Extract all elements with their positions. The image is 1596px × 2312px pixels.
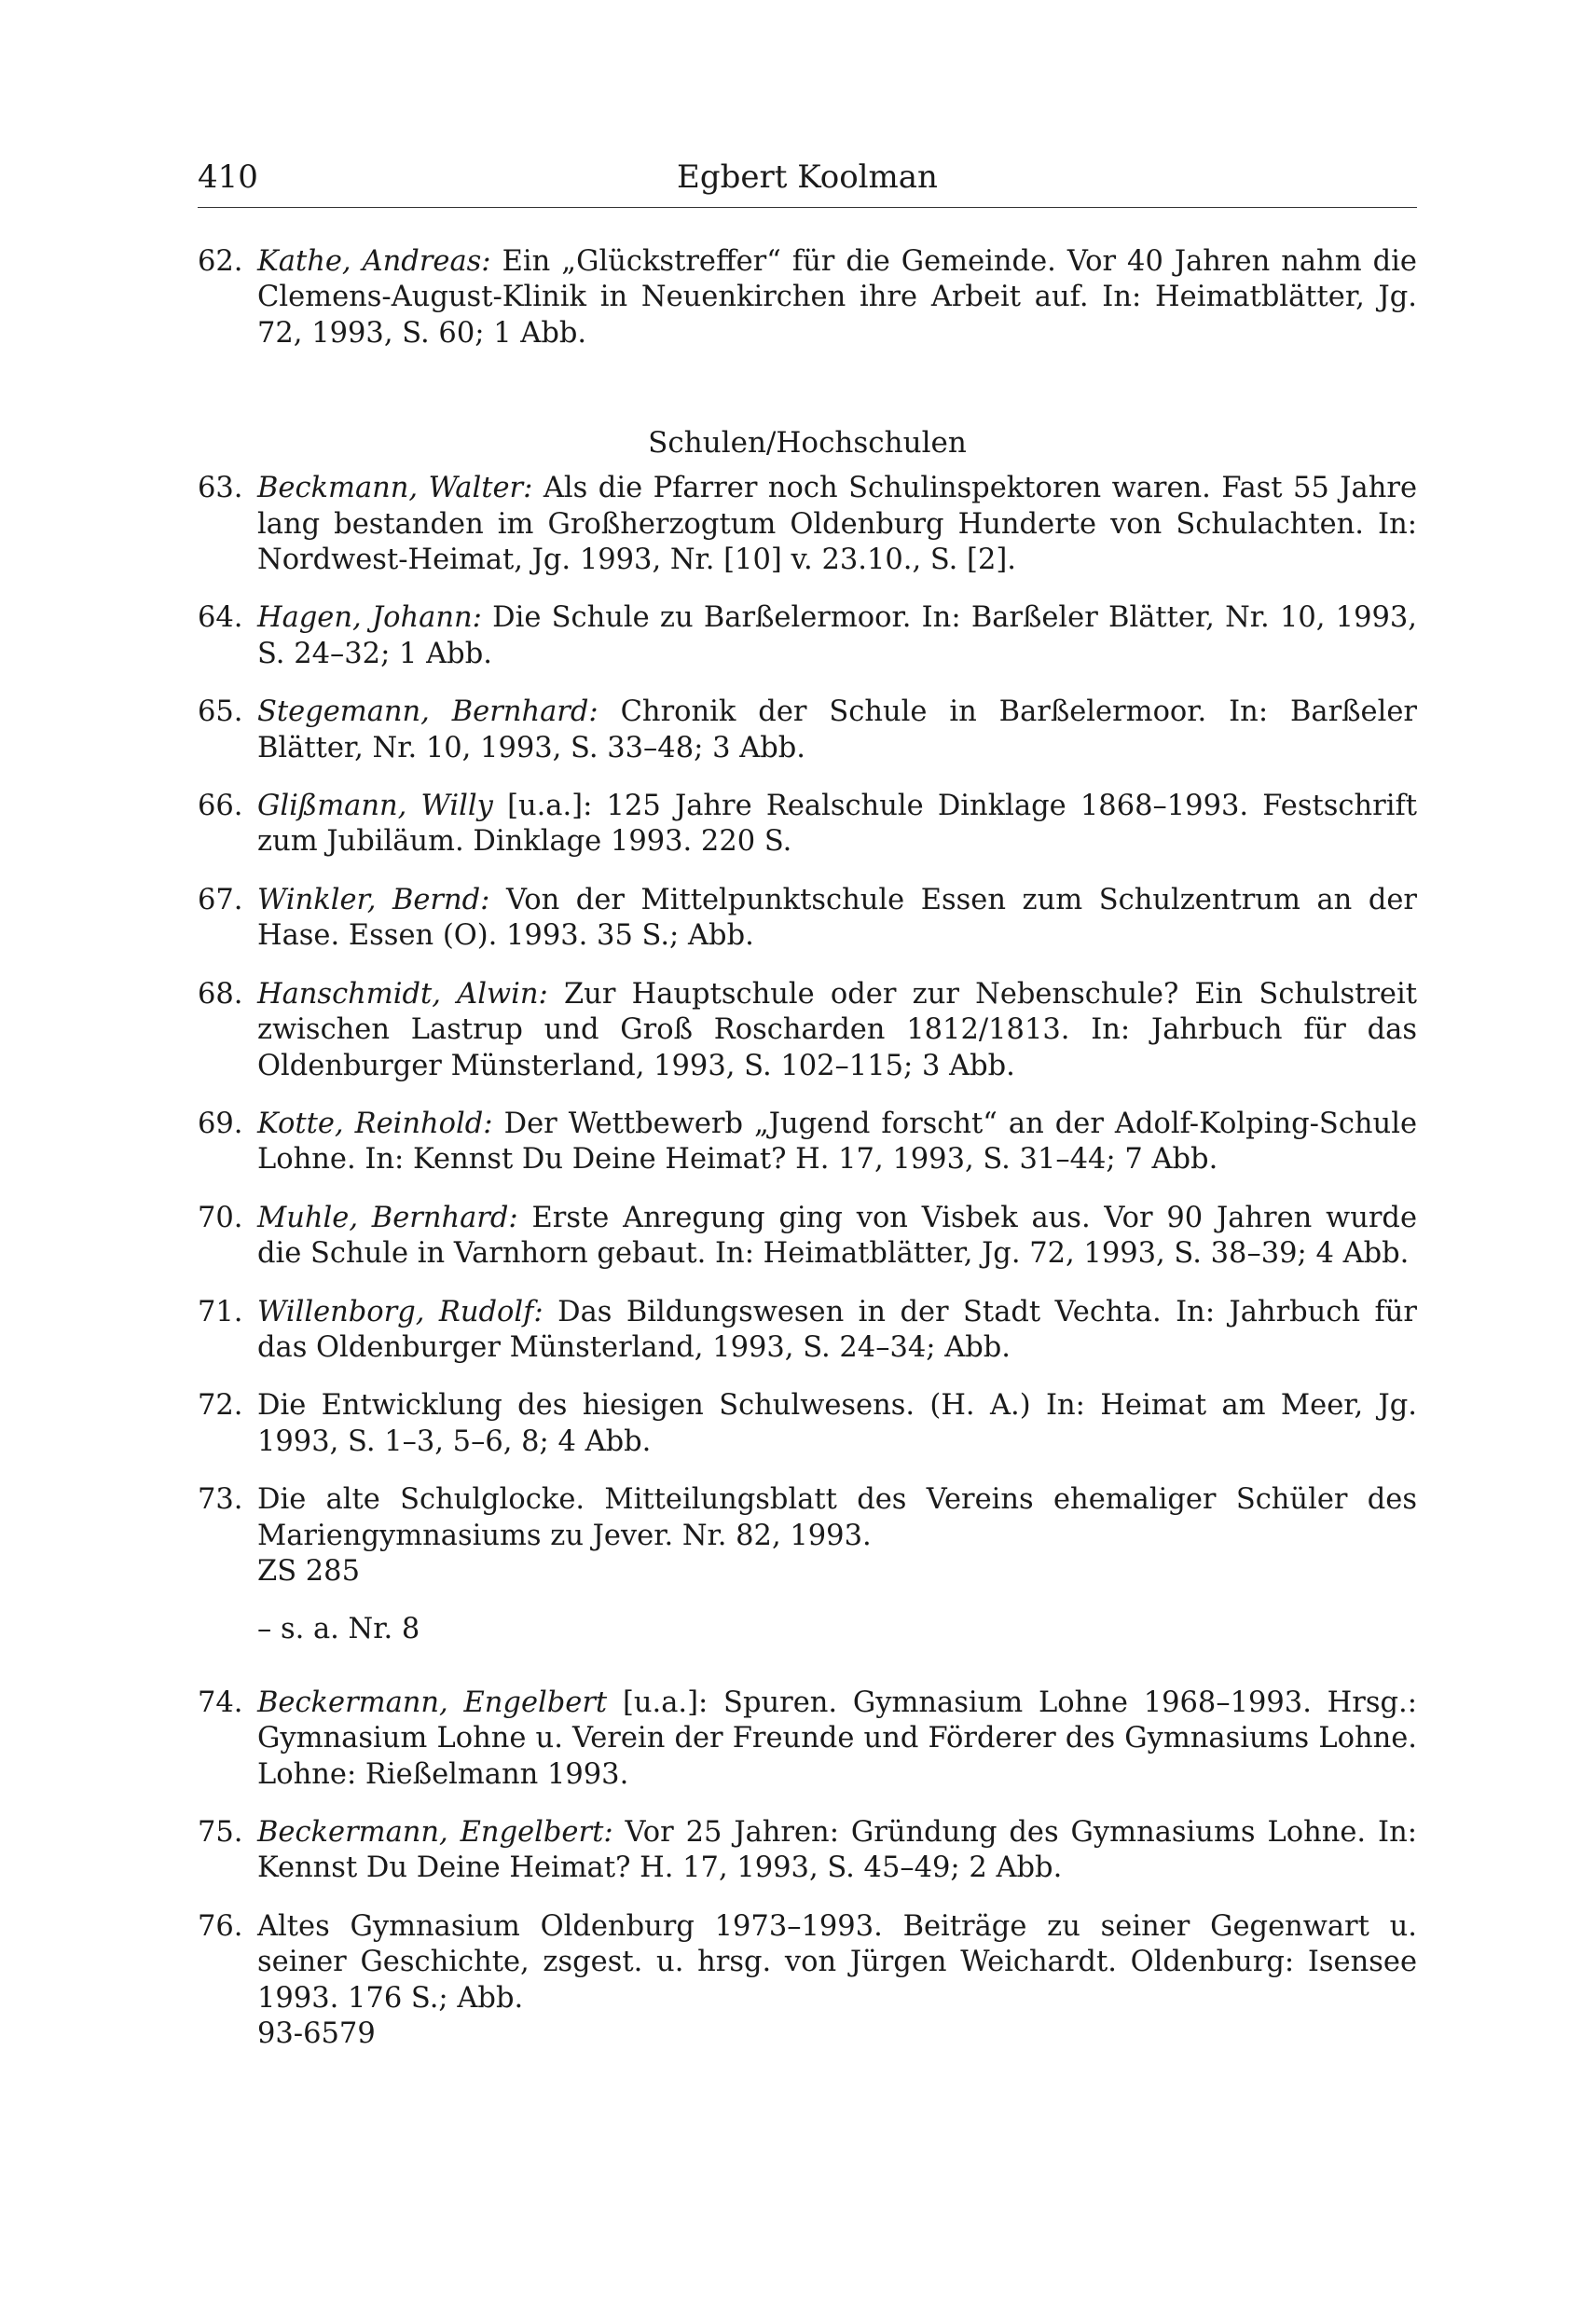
entry-text: Die alte Schulglocke. Mitteilungsblatt des Vereins ehemaliger Schüler des Mariengymnasiums zu Jever. Nr. 82, 1993. (257, 1483, 1417, 1552)
entry-text: Von der Mittelpunktschule Essen zum Schulzentrum an der Hase. Essen (O). 1993. 35 S.; Abb. (257, 883, 1417, 953)
entry-number: 62. (198, 245, 243, 278)
entry-author: Beckermann, Engelbert (257, 1686, 623, 1719)
entry-text: Altes Gymnasium Oldenburg 1973–1993. Beiträge zu seiner Gegenwart u. seiner Geschichte, zsgest. u. hrsg. von Jürgen Weichardt. Oldenburg: Isensee 1993. 176 S.; Abb. (257, 1909, 1417, 2015)
entry-author: Beckmann, Walter: (257, 472, 543, 505)
entry-author: Kathe, Andreas: (257, 245, 502, 278)
header-rule (198, 207, 1417, 208)
entry-author: Hanschmidt, Alwin: (257, 977, 564, 1011)
entry-number: 68. (198, 977, 243, 1011)
bibliography-entry (198, 977, 1417, 1084)
entry-number: 65. (198, 695, 243, 729)
entry-text: Zur Hauptschule oder zur Nebenschule? Ein Schulstreit zwischen Lastrup und Groß Roscharden 1812/1813. In: Jahrbuch für das Oldenburger Münsterland, 1993, S. 102–115; 3 Abb. (257, 977, 1417, 1082)
entry-text: Chronik der Schule in Barßelermoor. In: Barßeler Blätter, Nr. 10, 1993, S. 33–48; 3 Abb. (257, 695, 1417, 764)
bibliography-entry (198, 883, 1417, 955)
entry-shelfmark: ZS 285 (257, 1554, 360, 1588)
page-number: 410 (198, 158, 258, 196)
entry-number: 69. (198, 1107, 243, 1140)
bibliography-entry (198, 1909, 1417, 2053)
bibliography-entry (198, 1295, 1417, 1367)
entry-number: 66. (198, 790, 243, 823)
entry-author: Stegemann, Bernhard: (257, 695, 621, 729)
entry-number: 63. (198, 472, 243, 505)
entry-number: 76. (198, 1909, 243, 1943)
entry-text: Vor 25 Jahren: Gründung des Gymnasiums Lohne. In: Kennst Du Deine Heimat? H. 17, 1993, S. 45–49; 2 Abb. (257, 1816, 1417, 1885)
entry-author: Winkler, Bernd: (257, 883, 507, 916)
section-heading: Schulen/Hochschulen (648, 426, 967, 461)
entry-text: Die Schule zu Barßelermoor. In: Barßeler Blätter, Nr. 10, 1993, S. 24–32; 1 Abb. (257, 601, 1417, 670)
entry-text: Erste Anregung ging von Visbek aus. Vor 90 Jahren wurde die Schule in Varnhorn gebaut. In: Heimatblätter, Jg. 72, 1993, S. 38–39; 4 Abb. (257, 1201, 1417, 1271)
entry-author: Kotte, Reinhold: (257, 1107, 504, 1140)
entry-text: Ein „Glückstreffer“ für die Gemeinde. Vor 40 Jahren nahm die Clemens-August-Klinik in Neuenkirchen ihre Arbeit auf. In: Heimatblätter, Jg. 72, 1993, S. 60; 1 Abb. (257, 245, 1417, 350)
entry-text: Als die Pfarrer noch Schulinspektoren waren. Fast 55 Jahre lang bestanden im Großherzogtum Oldenburg Hunderte von Schulachten. In: Nordwest-Heimat, Jg. 1993, Nr. [10] v. 23.10., S. [2]. (257, 472, 1417, 577)
bibliography-entry (198, 600, 1417, 672)
bibliography-content (198, 244, 1417, 2074)
entry-number: 71. (198, 1295, 243, 1328)
entry-author: Hagen, Johann: (257, 601, 493, 635)
entry-number: 64. (198, 601, 243, 635)
bibliography-entry (198, 1482, 1417, 1590)
cross-reference: – s. a. Nr. 8 (257, 1613, 420, 1646)
entry-text: [u.a.]: Spuren. Gymnasium Lohne 1968–1993. Hrsg.: Gymnasium Lohne u. Verein der Freunde und Förderer des Gymnasiums Lohne. Lohne: Rießelmann 1993. (257, 1686, 1418, 1791)
bibliography-entry (198, 471, 1417, 578)
entry-number: 72. (198, 1389, 243, 1423)
entry-text: Die Entwicklung des hiesigen Schulwesens. (H. A.) In: Heimat am Meer, Jg. 1993, S. 1–3, 5–6, 8; 4 Abb. (257, 1389, 1417, 1458)
bibliography-entry (198, 1201, 1417, 1273)
entry-text: [u.a.]: 125 Jahre Realschule Dinklage 1868–1993. Festschrift zum Jubiläum. Dinklage 1993. 220 S. (257, 790, 1417, 859)
entry-number: 73. (198, 1483, 243, 1517)
bibliography-entry (198, 244, 1417, 351)
entry-number: 74. (198, 1686, 243, 1719)
entry-author: Glißmann, Willy (257, 790, 508, 823)
bibliography-entry (198, 1107, 1417, 1178)
bibliography-entry (198, 695, 1417, 766)
running-head (198, 155, 1417, 200)
entry-number: 70. (198, 1201, 243, 1234)
entry-number: 67. (198, 883, 243, 916)
bibliography-entry (198, 1388, 1417, 1460)
entry-number: 75. (198, 1816, 243, 1849)
entry-shelfmark: 93-6579 (257, 2017, 376, 2051)
running-title: Egbert Koolman (677, 158, 938, 196)
bibliography-entry (198, 1815, 1417, 1887)
entry-text: Das Bildungswesen in der Stadt Vechta. In: Jahrbuch für das Oldenburger Münsterland, 1993, S. 24–34; Abb. (257, 1295, 1417, 1364)
entry-author: Beckermann, Engelbert: (257, 1816, 626, 1849)
bibliography-entry (198, 1686, 1417, 1793)
entry-text: Der Wettbewerb „Jugend forscht“ an der Adolf-Kolping-Schule Lohne. In: Kennst Du Deine Heimat? H. 17, 1993, S. 31–44; 7 Abb. (257, 1107, 1417, 1177)
entry-author: Muhle, Bernhard: (257, 1201, 532, 1234)
bibliography-entry (198, 789, 1417, 860)
entry-author: Willenborg, Rudolf: (257, 1295, 558, 1328)
